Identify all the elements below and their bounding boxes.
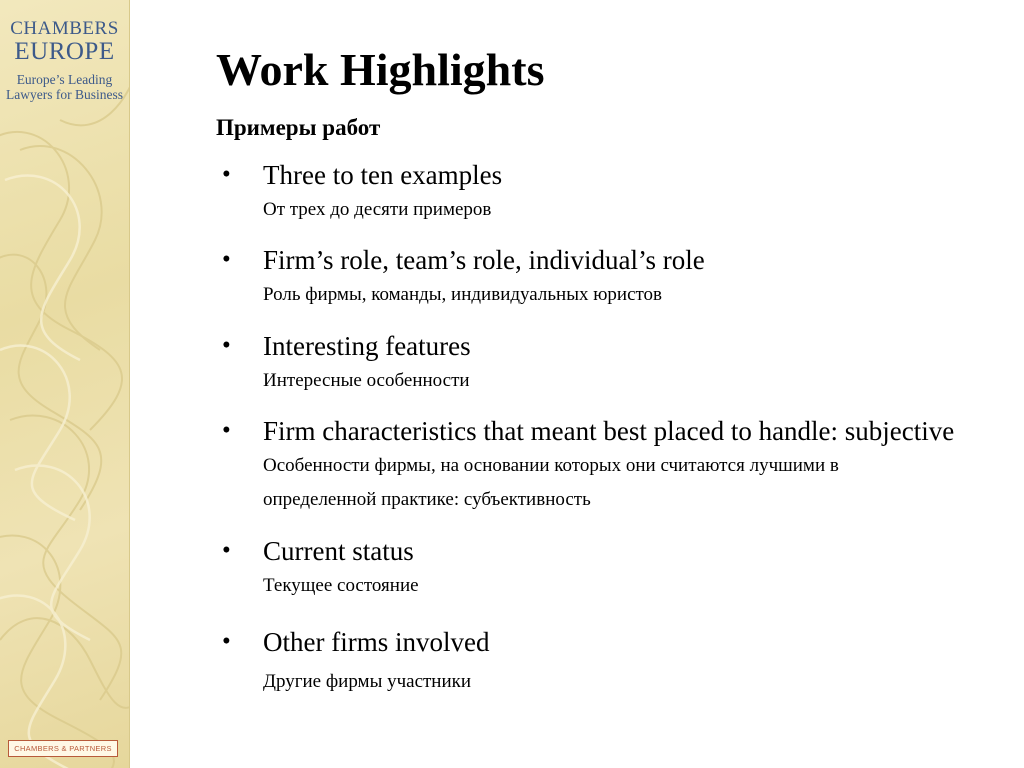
bullet-icon: • [222, 161, 231, 188]
bullet-text-en: Firm’s role, team’s role, individual’s role [263, 245, 705, 275]
bullet-icon: • [222, 332, 231, 359]
tagline-line-2: Lawyers for Business [6, 87, 123, 102]
bullet-text-ru: Интересные особенности [263, 370, 470, 391]
bullet-text-ru: Другие фирмы участники [263, 671, 472, 692]
bullet-text-ru: Роль фирмы, команды, индивидуальных юристов [263, 284, 663, 305]
decorative-side-panel [0, 0, 129, 768]
bullet-text-ru: Текущее состояние [263, 575, 419, 596]
bullet-text-en: Other firms involved [263, 627, 490, 657]
bullet-text-ru-continued: определенной практике: субъективность [263, 489, 591, 510]
panel-divider [129, 0, 130, 768]
bullet-text-en: Interesting features [263, 331, 471, 361]
brand-line-2: EUROPE [14, 38, 115, 65]
chambers-partners-badge: CHAMBERS & PARTNERS [8, 740, 118, 757]
brand-line-1: CHAMBERS [10, 18, 119, 39]
chambers-europe-logo [0, 18, 129, 102]
swirl-pattern-icon [0, 0, 129, 768]
bullet-text-en: Three to ten examples [263, 160, 503, 190]
bullet-text-ru: Особенности фирмы, на основании которых они считаются лучшими в [263, 455, 839, 476]
slide-title: Work Highlights [216, 44, 545, 95]
bullet-text-en: Current status [263, 536, 414, 566]
bullet-icon: • [222, 417, 231, 444]
tagline-line-1: Europe’s Leading [16, 72, 113, 87]
slide-subtitle: Примеры работ [216, 115, 381, 140]
bullet-text-en: Firm characteristics that meant best placed to handle: subjective [263, 416, 955, 446]
bullet-icon: • [222, 537, 231, 564]
bullet-icon: • [222, 628, 231, 655]
bullet-icon: • [222, 246, 231, 273]
bullet-text-ru: От трех до десяти примеров [263, 199, 492, 220]
brand-tagline [0, 72, 129, 102]
